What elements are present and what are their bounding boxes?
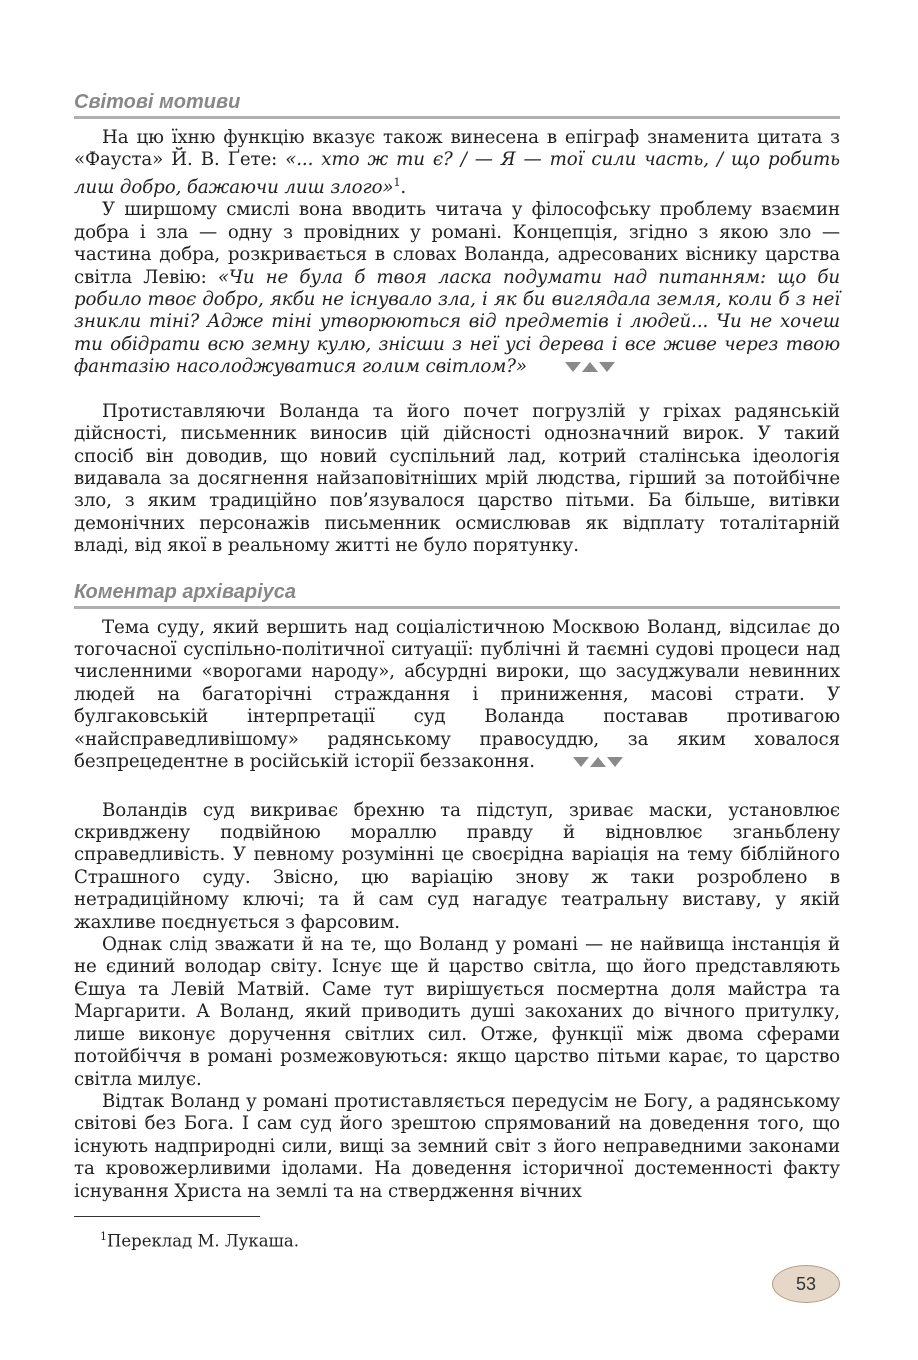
section-end-marker-icon	[537, 356, 616, 378]
section-heading-archivist: Коментар архіваріуса	[74, 580, 297, 603]
paragraph: Однак слід зважати й на те, що Воланд у романі — не найвища інстанція й не єдиний володар світу. Існує ще й царство світла, що його представляють Єшуа та Левій Матвій. Саме тут вирішується посмертна доля майстра та Маргарити. А Воланд, який приводить душі закоханих до вічного притулку, лише виконує доручення світлих сил. Отже, функції між двома сферами потойбіччя в романі розмежовуються: якщо царство пітьми карає, то царство світла милує.	[74, 934, 840, 1090]
paragraph: У ширшому смислі вона вводить читача у філософську проблему взаємин добра і зла — одну з провідних у романі. Концепція, згідно з якою зло — частина добра, розкривається в словах Воланда, адресованих віснику царства світла Левію: «Чи не була б твоя ласка подумати над питанням: що би робило твоє добро, якби не існувало зла, і як би виглядала земля, коли б з неї зникли тіні? Адже тіні утворюються від предметів і людей... Чи не хочеш ти обідрати всю земну кулю, знісши з неї усі дерева і все живе через твою фантазію насолоджуватися голим світлом?»	[74, 199, 840, 378]
paragraph: Протиставляючи Воланда та його почет погрузлій у гріхах радянській дійсності, письменник виносив цій дійсності однозначний вирок. У такий спосіб він доводив, що новий суспільний лад, котрий сталінська ідеологія видавала за досягнення найзаповітніших мрій людства, гірший за потойбічне зло, з яким традиційно пов’язувалося царство пітьми. Ба більше, витівки демонічних персонажів письменник осмислював як відплату тоталітарній владі, від якої в реальному житті не було порятунку.	[74, 400, 840, 557]
faust-quote: «... хто ж ти є? / — Я — тої сили часть, / що робить лиш добро, бажаючи лиш злого»	[74, 149, 840, 198]
heading-rule	[74, 606, 840, 609]
footnote-divider	[74, 1216, 260, 1217]
paragraph: На цю їхню функцію вказує також винесена в епіграф знаменита цитата з «Фауста» Й. В. Ґете: «... хто ж ти є? / — Я — тої сили часть, / що робить лиш добро, бажаючи лиш злого»$^1$.	[74, 127, 840, 198]
footnote: $^1$Переклад М. Лукаша.	[100, 1230, 299, 1251]
section-heading-world-motifs: Світові мотиви	[74, 91, 241, 113]
page-number-badge: 53	[772, 1265, 840, 1303]
section-end-marker-icon	[545, 751, 624, 773]
paragraph: Відтак Воланд у романі протиставляється передусім не Богу, а радянському світові без Бога. І сам суд його зрештою спрямований на доведення того, що існують надприродні сили, вищі за земний світ з його неправедними законами та кровожерливими ідолами. На доведення історичної достеменності факту існування Христа на землі та на ствердження вічних	[74, 1090, 840, 1202]
heading-rule	[74, 116, 840, 119]
paragraph: Воландів суд викриває брехню та підступ, зриває маски, установлює скривджену подвійною мораллю правду й відновлює зганьблену справедливість. У певному розумінні це своєрідна варіація на тему біблійного Страшного суду. Звісно, цю варіацію знову ж таки розроблено в нетрадиційному ключі; та й сам суд нагадує театральну виставу, у якій жахливе поєднується з фарсовим.	[74, 799, 840, 933]
woland-quote: «Чи не була б твоя ласка подумати над питанням: що би робило твоє добро, якби не існувало зла, і як би виглядала земля, коли б з неї зникли тіні? Адже тіні утворюються від предметів і людей... Чи не хочеш ти обідрати всю земну кулю, знісши з неї усі дерева і все живе через твою фантазію насолоджуватися голим світлом?»	[74, 266, 840, 378]
archivist-box	[74, 617, 840, 774]
page-content	[74, 88, 840, 1203]
footnote-ref: 1	[393, 175, 401, 189]
paragraph: Тема суду, який вершить над соціалістичною Москвою Воланд, відсилає до тогочасної суспільно-політичної ситуації: публічні й таємні судові процеси над численними «ворогами народу», абсурдні вироки, що засуджували невинних людей на багаторічні страждання і приниження, масові страти. У булгаковській інтерпретації суд Воланда поставав противагою «найсправедливішому» радянському правосуддю, за яким ховалося безпрецедентне в російській історії беззаконня.	[74, 616, 840, 773]
world-motifs-box	[74, 127, 840, 379]
